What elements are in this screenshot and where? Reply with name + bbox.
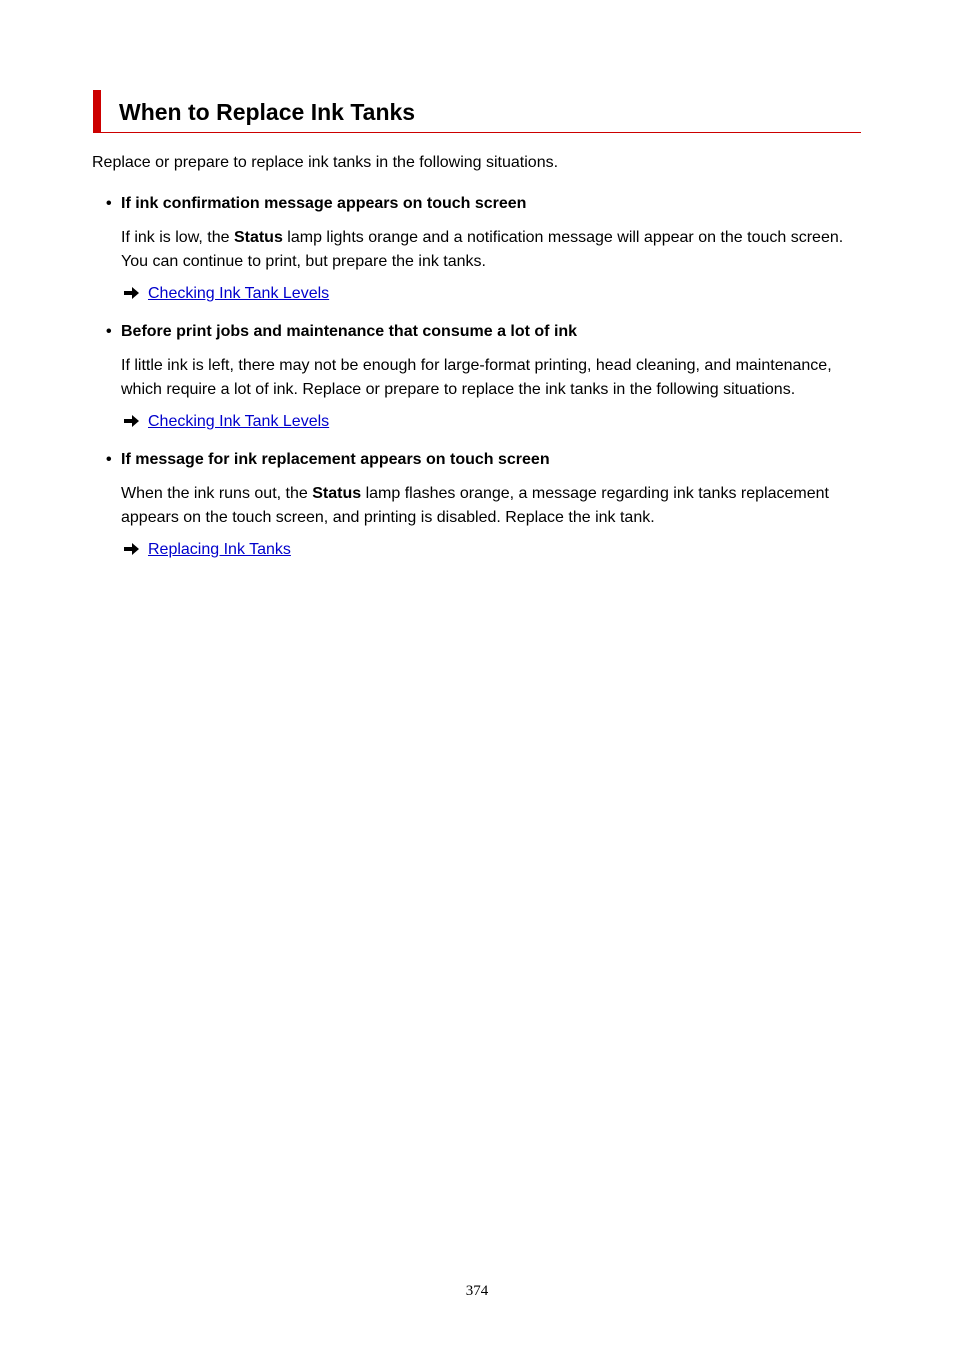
bullet-icon: • (106, 323, 112, 340)
body-text-segment: lamp lights orange and a notification message will appear on the touch screen. (282, 229, 844, 246)
bullet-icon: • (106, 451, 112, 468)
section-ink-confirmation (106, 194, 866, 306)
bullet-icon: • (106, 195, 112, 212)
title-accent-bar (93, 90, 101, 133)
section-heading-text: If ink confirmation message appears on touch screen (121, 195, 527, 212)
body-line: You can continue to print, but prepare the ink tanks. (121, 253, 486, 270)
checking-ink-tank-levels-link[interactable]: Checking Ink Tank Levels (148, 413, 330, 430)
body-text-segment: lamp flashes orange, a message regarding ink tanks replacement (361, 485, 829, 502)
section-heading-text: Before print jobs and maintenance that consume a lot of ink (121, 323, 578, 340)
right-arrow-icon (124, 287, 140, 299)
body-line: which require a lot of ink. Replace or prepare to replace the ink tanks in the following situations. (121, 381, 796, 398)
section-heading-text: If message for ink replacement appears on touch screen (121, 451, 550, 468)
intro-text: Replace or prepare to replace ink tanks in the following situations. (92, 154, 559, 171)
right-arrow-icon (124, 543, 140, 555)
section-body (121, 226, 866, 274)
body-text-segment: When the ink runs out, the (121, 485, 313, 502)
body-text-segment: If ink is low, the (121, 229, 234, 246)
body-line: If little ink is left, there may not be enough for large-format printing, head cleaning, and maintenance, (121, 357, 832, 374)
section-heading (106, 450, 866, 470)
section-print-jobs-maintenance (106, 322, 866, 434)
section-heading (106, 194, 866, 214)
right-arrow-icon (124, 415, 140, 427)
checking-ink-tank-levels-link[interactable]: Checking Ink Tank Levels (148, 285, 330, 302)
section-body (121, 354, 866, 402)
link-row (124, 282, 866, 306)
section-ink-replacement-message (106, 450, 866, 562)
page-title: When to Replace Ink Tanks (119, 99, 416, 125)
body-line (121, 482, 866, 506)
section-heading (106, 322, 866, 342)
section-body (121, 482, 866, 530)
status-term: Status (312, 485, 362, 502)
body-line (121, 226, 866, 250)
body-line: appears on the touch screen, and printing is disabled. Replace the ink tank. (121, 509, 655, 526)
page-number: 374 (465, 1283, 489, 1299)
link-row (124, 410, 866, 434)
page-title-bar (93, 90, 861, 133)
link-row (124, 538, 866, 562)
replacing-ink-tanks-link[interactable]: Replacing Ink Tanks (148, 541, 291, 558)
status-term: Status (233, 229, 283, 246)
